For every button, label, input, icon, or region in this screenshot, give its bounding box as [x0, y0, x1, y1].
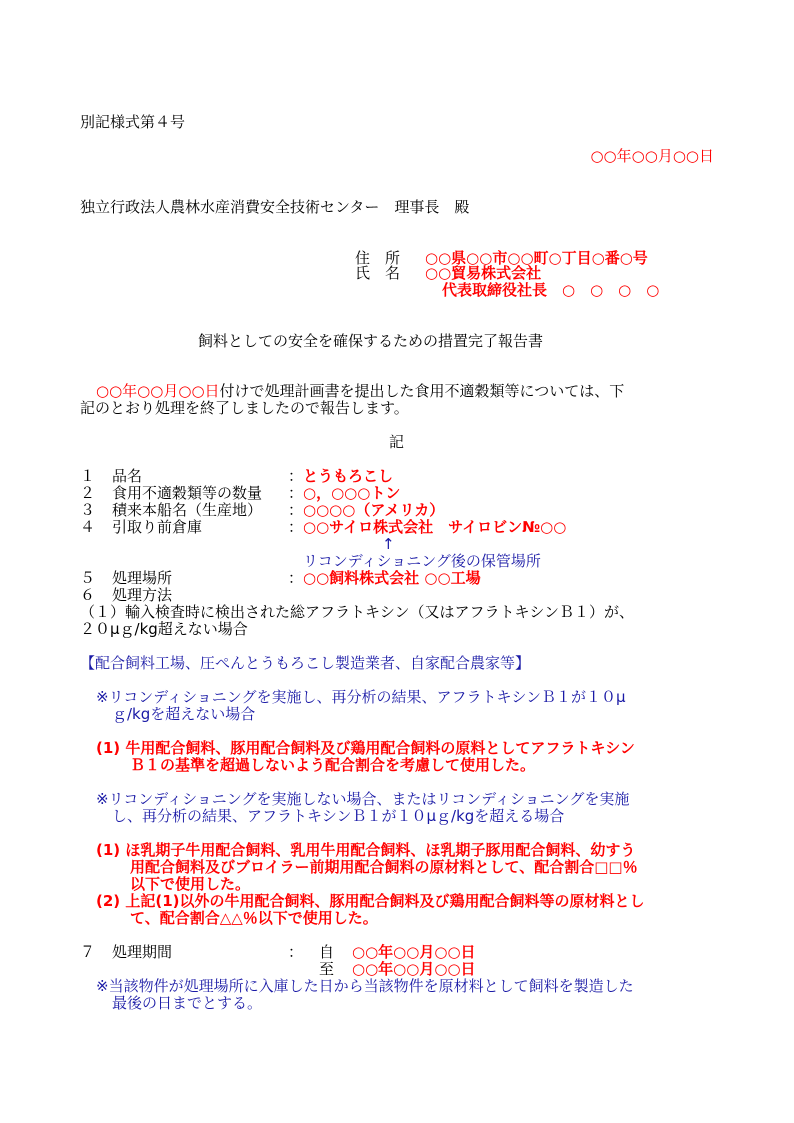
item-5-label: 処理場所: [112, 569, 173, 587]
step-2-line-4: (2) 上記(1)以外の牛用配合飼料、豚用配合飼料及び鶏用配合飼料等の原材料とし: [96, 892, 645, 910]
item-6-label: 処理方法: [112, 586, 173, 604]
arrow-up-icon: ↑: [382, 535, 395, 553]
addressee: 独立行政法人農林水産消費安全技術センター 理事長 殿: [80, 198, 470, 216]
item-1-label: 品名: [112, 467, 143, 485]
item-5-value: ○○飼料株式会社 ○○工場: [303, 569, 481, 587]
item-7-num: ７: [80, 943, 96, 961]
item-2-colon: ：: [288, 484, 304, 502]
item-3-colon: ：: [288, 501, 304, 519]
final-note-line-1: ※当該物件が処理場所に入庫した日から当該物件を原材料として飼料を製造した: [96, 977, 634, 995]
storage-note: リコンディショニング後の保管場所: [303, 552, 541, 570]
note-2-line-2: し、再分析の結果、アフラトキシンＢ１が１０μｇ/kgを超える場合: [112, 807, 565, 825]
item-3-num: ３: [80, 501, 96, 519]
period-to-date: ○○年○○月○○日: [352, 960, 476, 978]
note-1-line-2: ｇ/kgを超えない場合: [112, 705, 256, 723]
period-from-label: 自: [319, 943, 335, 961]
item-7-label: 処理期間: [112, 943, 173, 961]
step-2-line-1: (1) ほ乳期子牛用配合飼料、乳用牛用配合飼料、ほ乳期子豚用配合飼料、幼すう: [96, 841, 636, 859]
intro-line-1: [96, 382, 624, 400]
item-4-value: ○○サイロ株式会社 サイロビン№○○: [303, 518, 567, 536]
final-note-line-2: 最後の日までとする。: [112, 994, 263, 1012]
item-4-num: ４: [80, 518, 96, 536]
item-6-num: ６: [80, 586, 96, 604]
sender-representative: 代表取締役社長 ○ ○ ○ ○: [442, 281, 660, 299]
ki-heading: 記: [389, 433, 405, 451]
item-4-label: 引取り前倉庫: [112, 518, 203, 536]
item-7-colon: ：: [288, 943, 304, 961]
item-1-num: １: [80, 467, 96, 485]
period-from-date: ○○年○○月○○日: [352, 943, 476, 961]
sender-company: ○○貿易株式会社: [425, 264, 542, 282]
item-1-colon: ：: [288, 467, 304, 485]
item-2-value: ○，○○○トン: [303, 484, 401, 502]
item-4-colon: ：: [288, 518, 304, 536]
page-title: 飼料としての安全を確保するための措置完了報告書: [198, 332, 544, 350]
step-1-line-2: Ｂ１の基準を超過しないよう配合割合を考慮して使用した。: [130, 756, 536, 774]
intro-text: 付けで処理計画書を提出した食用不適穀類等については、下: [219, 382, 625, 400]
name-label: 氏 名: [355, 264, 401, 282]
item-2-num: ２: [80, 484, 96, 502]
step-2-line-3: 以下で使用した。: [130, 875, 251, 893]
step-2-line-5: て、配合割合△△％以下で使用した。: [130, 909, 378, 927]
item-3-value: ○○○○（アメリカ）: [303, 501, 445, 519]
note-2-line-1: ※リコンディショニングを実施しない場合、またはリコンディショニングを実施: [96, 790, 630, 808]
step-2-line-2: 用配合飼料及びブロイラー前期用配合飼料の原材料として、配合割合□□％: [130, 858, 638, 876]
intro-date: ○○年○○月○○日: [96, 382, 220, 400]
item-1-value: とうもろこし: [303, 467, 394, 485]
step-1-line-1: (1) 牛用配合飼料、豚用配合飼料及び鶏用配合飼料の原料としてアフラトキシン: [96, 739, 635, 757]
item-2-label: 食用不適穀類等の数量: [112, 484, 263, 502]
bracket-heading: 【配合飼料工場、圧ぺんとうもろこし製造業者、自家配合農家等】: [80, 654, 531, 672]
method-case-1-line-1: （１）輸入検査時に検出された総アフラトキシン（又はアフラトキシンＢ１）が、: [80, 603, 634, 621]
form-number: 別記様式第４号: [80, 113, 186, 131]
item-5-num: ５: [80, 569, 96, 587]
report-date: ○○年○○月○○日: [590, 147, 714, 165]
sender-address: ○○県○○市○○町○丁目○番○号: [425, 249, 648, 267]
period-to-label: 至: [319, 960, 335, 978]
intro-line-2: 記のとおり処理を終了しましたので報告します。: [80, 399, 409, 417]
item-5-colon: ：: [288, 569, 304, 587]
item-3-label: 積来本船名（生産地）: [112, 501, 263, 519]
method-case-1-line-2: ２０μｇ/kg超えない場合: [80, 620, 248, 638]
note-1-line-1: ※リコンディショニングを実施し、再分析の結果、アフラトキシンＢ１が１０μ: [96, 688, 626, 706]
address-label: 住 所: [355, 249, 401, 267]
